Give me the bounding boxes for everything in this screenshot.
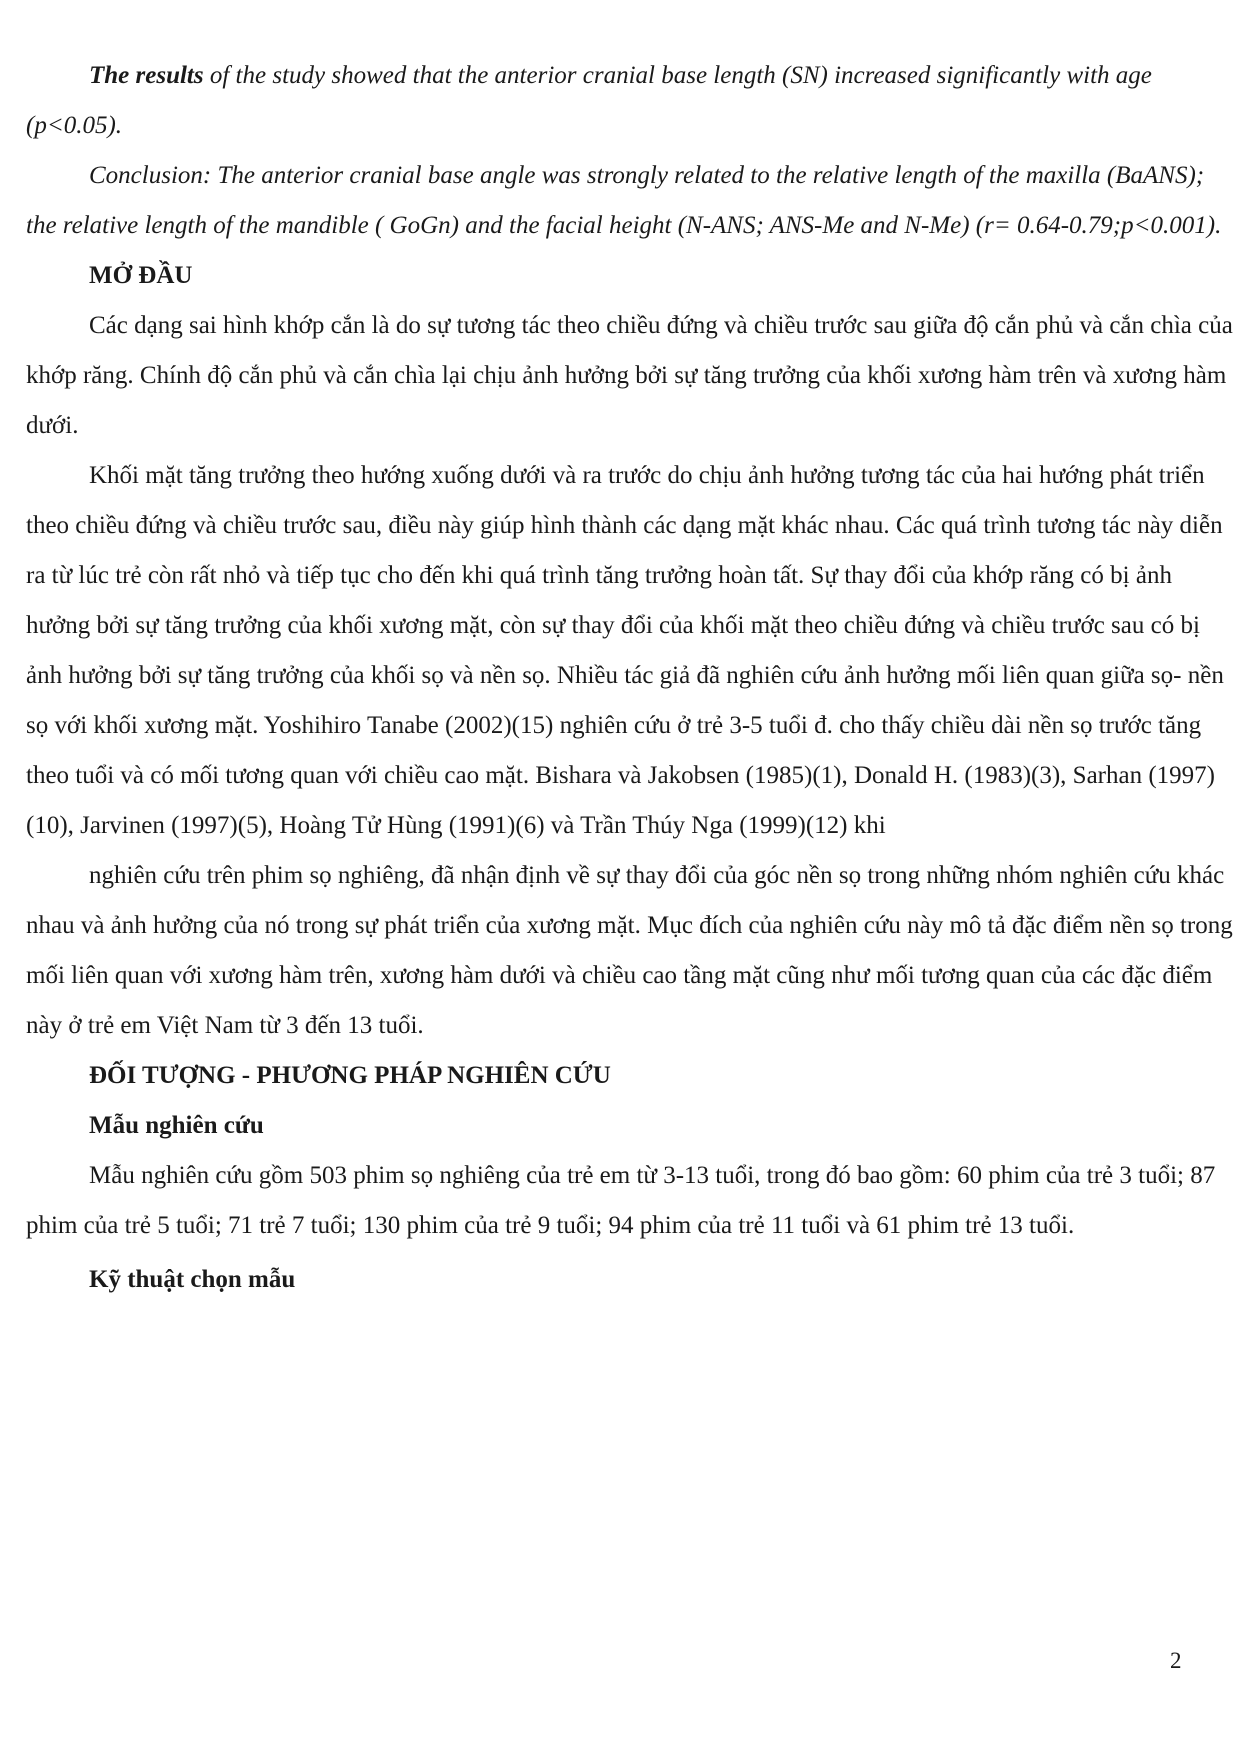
intro-paragraph-2: Khối mặt tăng trưởng theo hướng xuống dưới và ra trước do chịu ảnh hưởng tương tác của hai hướng phát triển theo chiều đứng và chiều trước sau, điều này giúp hình thành các dạng mặt khác nhau. Các quá trình tương tác này diễn ra từ lúc trẻ còn rất nhỏ và tiếp tục cho đến khi quá trình tăng trưởng hoàn tất. Sự thay đổi của khớp răng có bị ảnh hưởng bởi sự tăng trưởng của khối xương mặt, còn sự thay đổi của khối mặt theo chiều đứng và chiều trước sau có bị ảnh hưởng bởi sự tăng trưởng của khối sọ và nền sọ. Nhiều tác giả đã nghiên cứu ảnh hưởng mối liên quan giữa sọ- nền sọ với khối xương mặt. Yoshihiro Tanabe (2002)(15) nghiên cứu ở trẻ 3-5 tuổi đ. cho thấy chiều dài nền sọ trước tăng theo tuổi và có mối tương quan với chiều cao mặt. Bishara và Jakobsen (1985)(1), Donald H. (1983)(3), Sarhan (1997)(10), Jarvinen (1997)(5), Hoàng Tử Hùng (1991)(6) và Trần Thúy Nga (1999)(12) khi: [26, 462, 1224, 839]
methods-heading: ĐỐI TƯỢNG - PHƯƠNG PHÁP NGHIÊN CỨU: [89, 1062, 611, 1089]
results-lead: The results: [89, 62, 204, 89]
abstract-conclusion: Conclusion: The anterior cranial base angle was strongly related to the relative length of the maxilla (BaANS); the relative length of the mandible ( GoGn) and the facial height (N-ANS; ANS-Me and N-Me) (r= 0.64-0.79;p<0.001).: [26, 162, 1222, 239]
page-content: [26, 51, 1238, 1305]
results-text: of the study showed that the anterior cranial base length (SN) increased significantly with age (p<0.05).: [26, 62, 1152, 139]
intro-heading: MỞ ĐẦU: [89, 262, 193, 289]
page-number: 2: [1170, 1648, 1182, 1673]
sample-paragraph: Mẫu nghiên cứu gồm 503 phim sọ nghiêng của trẻ em từ 3-13 tuổi, trong đó bao gồm: 60 phim của trẻ 3 tuổi; 87 phim của trẻ 5 tuổi; 71 trẻ 7 tuổi; 130 phim của trẻ 9 tuổi; 94 phim của trẻ 11 tuổi và 61 phim trẻ 13 tuổi.: [26, 1162, 1216, 1239]
intro-paragraph-1: Các dạng sai hình khớp cắn là do sự tương tác theo chiều đứng và chiều trước sau giữa độ cắn phủ và cắn chìa của khớp răng. Chính độ cắn phủ và cắn chìa lại chịu ảnh hưởng bởi sự tăng trưởng của khối xương hàm trên và xương hàm dưới.: [26, 312, 1233, 439]
sample-heading: Mẫu nghiên cứu: [89, 1112, 264, 1139]
technique-heading: Kỹ thuật chọn mẫu: [89, 1266, 296, 1293]
intro-paragraph-3: nghiên cứu trên phim sọ nghiêng, đã nhận định về sự thay đổi của góc nền sọ trong những nhóm nghiên cứu khác nhau và ảnh hưởng của nó trong sự phát triển của xương mặt. Mục đích của nghiên cứu này mô tả đặc điểm nền sọ trong mối liên quan với xương hàm trên, xương hàm dưới và chiều cao tầng mặt cũng như mối tương quan của các đặc điểm này ở trẻ em Việt Nam từ 3 đến 13 tuổi.: [26, 862, 1233, 1039]
abstract-results: [26, 51, 1238, 151]
